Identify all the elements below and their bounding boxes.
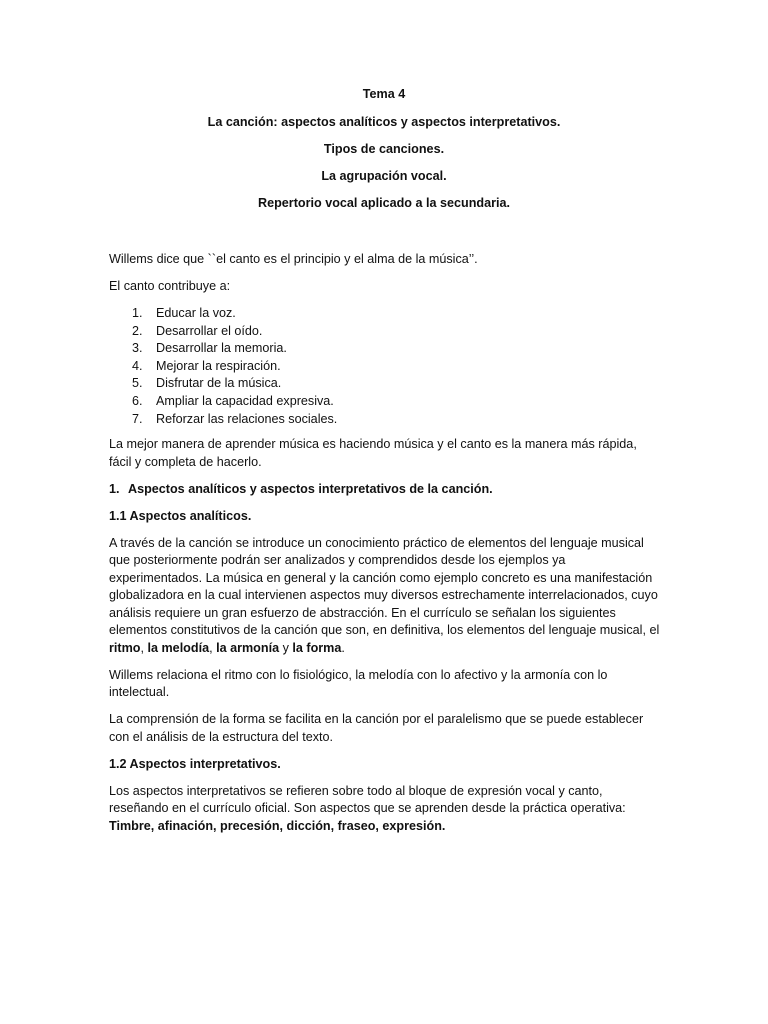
separator: ,: [140, 640, 148, 655]
paragraph-text: Los aspectos interpretativos se refieren sobre todo al bloque de expresión vocal y canto, reseñando en el currículo oficial. Son aspectos que se aprenden desde la práctica operativa:: [109, 783, 626, 816]
list-item-number: 7.: [132, 411, 143, 426]
section-1-1-heading: 1.1 Aspectos analíticos.: [109, 508, 252, 523]
list-item-number: 3.: [132, 341, 143, 356]
topic-title: Tema 4: [362, 87, 406, 101]
subtitle-line-3: La agrupación vocal.: [321, 169, 447, 183]
after-list-paragraph: La mejor manera de aprender música es haciendo música y el canto es la manera más rápida, fácil y completa de hacerlo.: [109, 437, 637, 469]
term-armonia: la armonía: [216, 640, 280, 655]
list-item: [132, 411, 661, 429]
separator: ,: [209, 640, 217, 655]
willems-quote: Willems dice que ``el canto es el principio y el alma de la música’’.: [109, 252, 478, 266]
list-item-number: 2.: [132, 323, 143, 338]
list-item: [132, 305, 661, 323]
benefits-list: [109, 305, 661, 428]
list-item-number: 5.: [132, 376, 143, 391]
list-item-text: Disfrutar de la música.: [156, 376, 282, 391]
list-item-text: Desarrollar la memoria.: [156, 341, 287, 356]
list-item-text: Ampliar la capacidad expresiva.: [156, 393, 334, 408]
document-body: [109, 251, 661, 845]
section-1-number: 1.: [109, 481, 120, 496]
list-item: [132, 340, 661, 358]
list-item-text: Mejorar la respiración.: [156, 358, 281, 373]
list-item: [132, 358, 661, 376]
list-item-text: Educar la voz.: [156, 306, 236, 320]
section-1-heading: [109, 481, 661, 499]
list-item-text: Reforzar las relaciones sociales.: [156, 411, 338, 426]
list-item: [132, 393, 661, 411]
term-melodia: la melodía: [147, 640, 210, 655]
interpretive-terms: Timbre, afinación, precesión, dicción, fraseo, expresión.: [109, 818, 446, 833]
list-item-number: 4.: [132, 358, 143, 373]
section-1-title: Aspectos analíticos y aspectos interpretativos de la canción.: [128, 481, 493, 496]
section-1-2-paragraph-1: [109, 783, 661, 836]
paragraph-end: .: [341, 640, 345, 655]
list-item-number: 6.: [132, 393, 143, 408]
subtitle-line-4: Repertorio vocal aplicado a la secundaria.: [258, 196, 510, 210]
list-item: [132, 375, 661, 393]
section-1-1-paragraph-2: Willems relaciona el ritmo con lo fisiológico, la melodía con lo afectivo y la armonía con lo intelectual.: [109, 667, 608, 700]
paragraph-text: A través de la canción se introduce un conocimiento práctico de elementos del lenguaje musical que posteriormente podrán ser analizados y comprendidos desde los ejemplos ya experimentados. La música en general y la canción como ejemplo concreto es una manifestación globalizadora en la cual intervienen aspectos muy diversos estrechamente interrelacionados, cuyo análisis requiere un gran esfuerzo de abstracción. En el currículo se señalan los siguientes elementos constitutivos de la canción que son, en definitiva, los elementos del lenguaje musical, el: [109, 535, 660, 638]
list-item-text: Desarrollar el oído.: [156, 323, 263, 338]
section-1-1-paragraph-1: [109, 535, 661, 658]
subtitle-line-2: Tipos de canciones.: [323, 142, 445, 156]
term-forma: la forma: [292, 640, 342, 655]
separator: y: [279, 640, 293, 655]
subtitle-line-1: La canción: aspectos analíticos y aspectos interpretativos.: [207, 115, 561, 129]
section-1-2-heading: 1.2 Aspectos interpretativos.: [109, 756, 281, 771]
term-ritmo: ritmo: [109, 640, 141, 655]
list-lead: El canto contribuye a:: [109, 279, 231, 293]
section-1-1-paragraph-3: La comprensión de la forma se facilita en la canción por el paralelismo que se puede establecer con el análisis de la estructura del texto.: [109, 712, 644, 744]
list-item: [132, 323, 661, 341]
list-item-number: 1.: [132, 306, 143, 320]
